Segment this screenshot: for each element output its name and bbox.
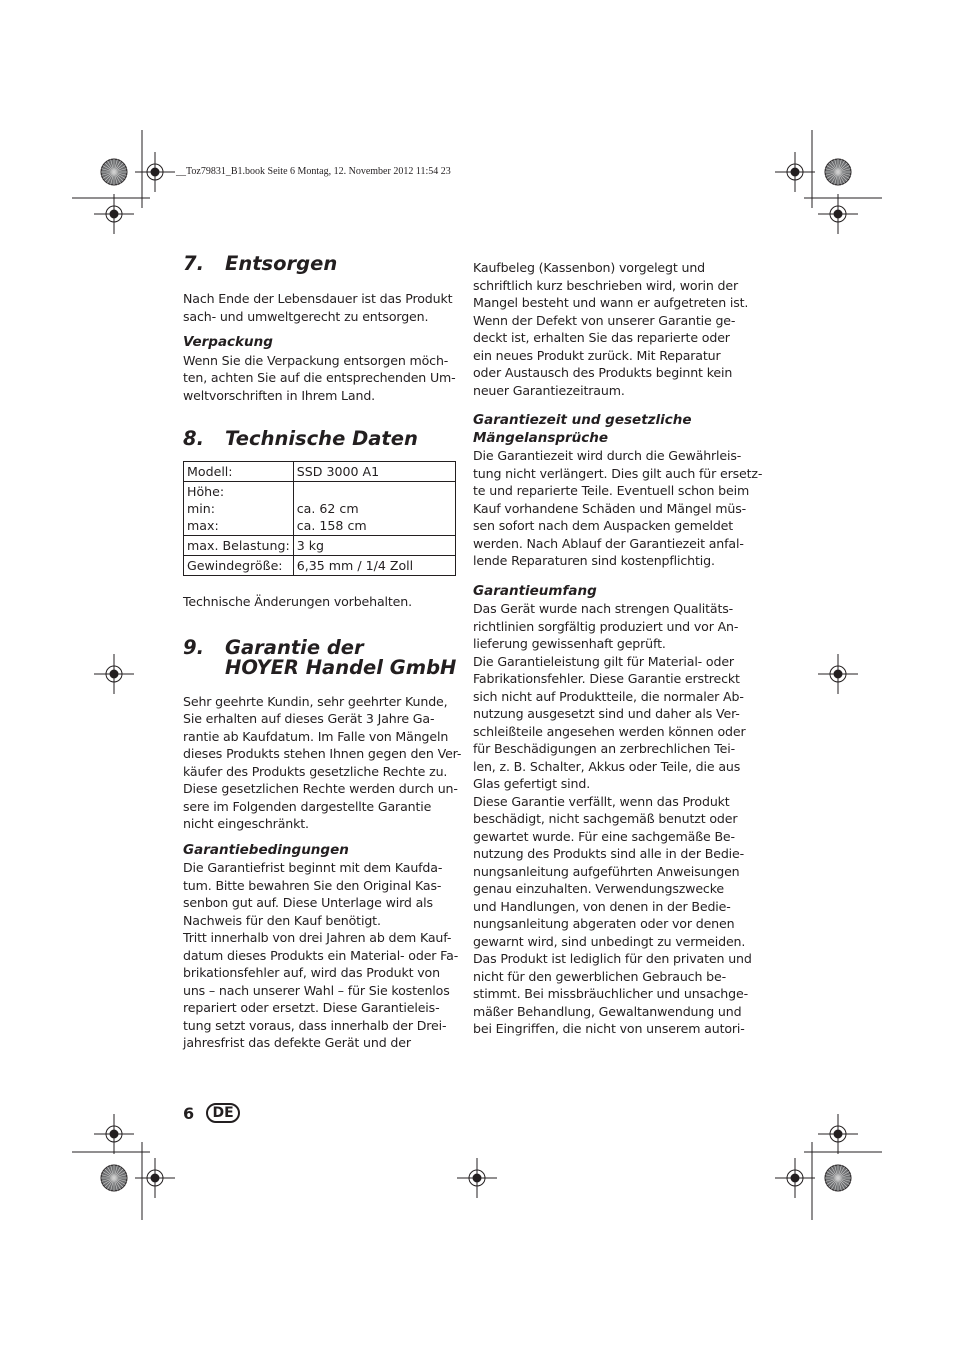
left-column xyxy=(183,252,462,1052)
section-9-heading xyxy=(183,635,457,679)
spec-label-thread: Gewindegröße: xyxy=(184,556,294,576)
warranty-conditions-text: Die Garantiefrist beginnt mit dem Kaufda- tum. Bitte bewahren Sie den Original Kas- senbon gut auf. Diese Unterlage wird als Nachweis für den Kauf benötigt. Tritt innerhalb von drei Jahren ab dem Kauf- datum dieses Produkts ein Material- oder Fa- brikationsfehler auf, wird das Produkt von uns – nach unserer Wahl – für Sie kostenlos repariert oder ersetzt. Diese Garantieleis- tung setzt voraus, dass innerhalb der Drei- jahresfrist das defekte Gerät und der xyxy=(183,860,459,1050)
table-row xyxy=(184,556,456,576)
crosshair-mark xyxy=(775,1158,815,1198)
spec-table xyxy=(183,461,456,576)
crosshair-mark xyxy=(94,194,134,234)
right-column xyxy=(473,259,763,1038)
crosshair-mark xyxy=(818,1114,858,1154)
spec-value-height: ca. 62 cm ca. 158 cm xyxy=(293,482,455,536)
spec-label-load: max. Belastung: xyxy=(184,536,294,556)
section-9-title-line1: Garantie der xyxy=(225,635,364,659)
table-row xyxy=(184,536,456,556)
table-row xyxy=(184,482,456,536)
section-7-intro: Nach Ende der Lebensdauer ist das Produkt sach- und umweltgerecht zu entsorgen. xyxy=(183,291,453,324)
warranty-scope-text: Das Gerät wurde nach strengen Qualitäts- richtlinien sorgfältig produziert und vor An- lieferung gewissenhaft geprüft. Die Garantieleistung gilt für Material- oder Fabrikationsfehler. Diese Garantie erstreckt sich nicht auf Produktteile, die normaler Ab- nutzung ausgesetzt sind und daher als Ver- schleißteile angesehen werden können oder für Beschädigungen an zerbrechlichen Tei- len, z. B. Schalter, Akkus oder Teile, die aus Glas gefertigt sind. Diese Garantie verfällt, wenn das Produkt beschädigt, nicht sachgemäß benutzt oder gewartet wurde. Für eine sachgemäße Be- nutzung des Produkts sind alle in der Bedie- nungsanleitung aufgeführten Anweisungen genau einzuhalten. Verwendungszwecke und Handlungen, von denen in der Bedie- nungsanleitung abgeraten oder vor denen gewarnt wird, sind unbedingt zu vermeiden. Das Produkt ist lediglich für den privaten und nicht für den gewerblichen Gebrauch be- stimmt. Bei missbräuchlicher und unsachge- mäßer Behandlung, Gewaltanwendung und bei Eingriffen, die nicht von unserem autori- xyxy=(473,601,752,1036)
crosshair-mark xyxy=(818,654,858,694)
crosshair-mark xyxy=(775,152,815,192)
section-9-title-line2: HOYER Handel GmbH xyxy=(225,655,457,679)
crosshair-mark xyxy=(94,1114,134,1154)
warranty-conditions-heading: Garantiebedingungen xyxy=(183,841,349,858)
technical-note: Technische Änderungen vorbehalten. xyxy=(183,594,412,609)
packaging-heading: Verpackung xyxy=(183,334,273,350)
spec-value-thread: 6,35 mm / 1/4 Zoll xyxy=(293,556,455,576)
section-8-title: Technische Daten xyxy=(225,427,418,450)
color-rosette-mark xyxy=(101,159,127,185)
language-badge: DE xyxy=(206,1103,240,1123)
warranty-continued-text: Kaufbeleg (Kassenbon) vorgelegt und schriftlich kurz beschrieben wird, worin der Mangel besteht und wann er aufgetreten ist. Wenn der Defekt von unserer Garantie ge- deckt ist, erhalten Sie das reparierte oder ein neues Produkt zurück. Mit Reparatur oder Austausch des Produkts beginnt kein neuer Garantiezeitraum. xyxy=(473,260,749,398)
warranty-period-heading: Garantiezeit und gesetzliche Mängelansprüche xyxy=(473,412,692,446)
crosshair-mark xyxy=(457,1158,497,1198)
color-rosette-mark xyxy=(825,159,851,185)
page-number: 6 xyxy=(183,1103,195,1123)
color-rosette-mark xyxy=(101,1165,127,1191)
crosshair-mark xyxy=(818,194,858,234)
packaging-text: Wenn Sie die Verpackung entsorgen möch- ten, achten Sie auf die entsprechenden Um- weltvorschriften in Ihrem Land. xyxy=(183,352,456,403)
crosshair-mark xyxy=(94,654,134,694)
section-7-heading xyxy=(183,254,457,274)
spec-value-load: 3 kg xyxy=(293,536,455,556)
section-7-number: 7. xyxy=(183,252,204,275)
warranty-period-text: Die Garantiezeit wird durch die Gewährleis- tung nicht verlängert. Dies gilt auch für ersetz- te und reparierte Teile. Eventuell schon beim Kauf vorhandene Schäden und Mängel müs- sen sofort nach dem Auspacken gemeldet werden. Nach Ablauf der Garantiezeit anfal- lende Reparaturen sind kostenpflichtig. xyxy=(473,448,763,568)
spec-value-model: SSD 3000 A1 xyxy=(293,462,455,482)
spec-label-height: Höhe: min: max: xyxy=(184,482,294,536)
color-rosette-mark xyxy=(825,1165,851,1191)
section-9-number: 9. xyxy=(183,635,204,659)
warranty-scope-heading: Garantieumfang xyxy=(473,582,597,599)
warranty-intro: Sehr geehrte Kundin, sehr geehrter Kunde, Sie erhalten auf dieses Gerät 3 Jahre Ga- rantie ab Kaufdatum. Im Falle von Mängeln dieses Produkts stehen Ihnen gegen den Ver- käufer des Produkts gesetzliche Rechte zu. Diese gesetzlichen Rechte werden durch un- sere im Folgenden dargestellte Garantie nicht eingeschränkt. xyxy=(183,693,462,831)
table-row xyxy=(184,462,456,482)
section-8-number: 8. xyxy=(183,427,204,450)
section-8-heading xyxy=(183,429,457,449)
section-7-title: Entsorgen xyxy=(225,252,338,275)
crosshair-mark xyxy=(135,1158,175,1198)
crosshair-mark xyxy=(135,152,175,192)
spec-label-model: Modell: xyxy=(184,462,294,482)
page-footer xyxy=(183,1103,240,1123)
print-info-line: __Toz79831_B1.book Seite 6 Montag, 12. November 2012 11:54 23 xyxy=(176,166,451,177)
